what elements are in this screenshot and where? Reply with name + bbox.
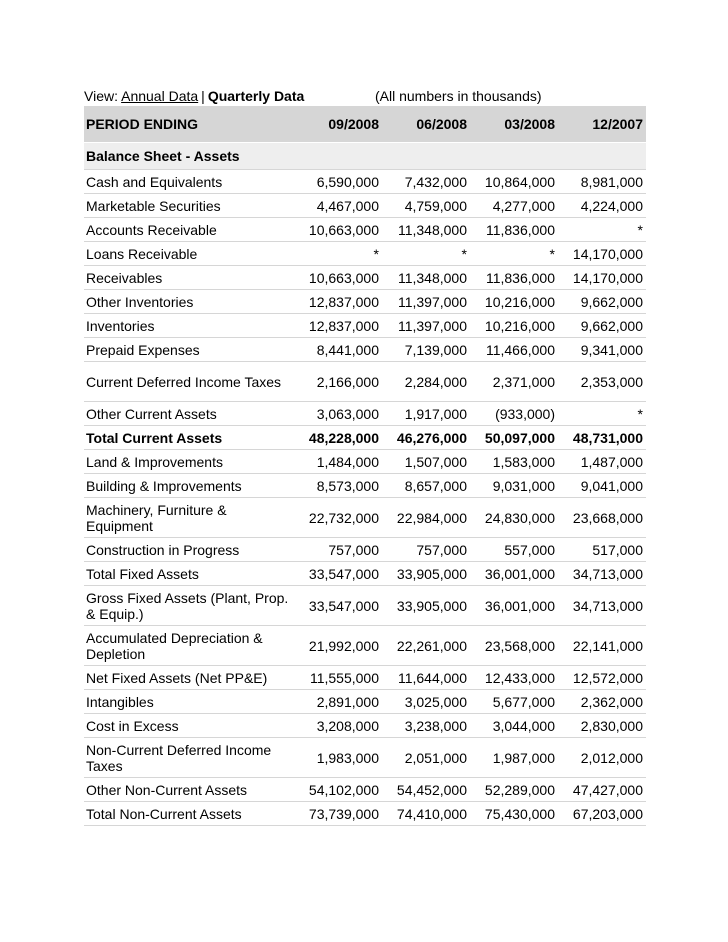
value-cell: 24,830,000	[470, 498, 558, 538]
value-cell: 12,837,000	[294, 314, 382, 338]
value-cell: 9,041,000	[558, 474, 646, 498]
row-label: Prepaid Expenses	[84, 338, 294, 362]
value-cell: 3,238,000	[382, 714, 470, 738]
row-label: Net Fixed Assets (Net PP&E)	[84, 666, 294, 690]
value-cell: 1,983,000	[294, 738, 382, 778]
table-row	[84, 586, 646, 626]
value-cell: 67,203,000	[558, 802, 646, 826]
row-label: Building & Improvements	[84, 474, 294, 498]
value-cell: 7,432,000	[382, 170, 470, 194]
row-label: Cash and Equivalents	[84, 170, 294, 194]
table-row	[84, 266, 646, 290]
table-row	[84, 314, 646, 338]
period-header: 09/2008	[294, 106, 382, 143]
row-label: Construction in Progress	[84, 538, 294, 562]
value-cell: 4,277,000	[470, 194, 558, 218]
table-row	[84, 738, 646, 778]
row-label: Total Fixed Assets	[84, 562, 294, 586]
value-cell: 23,668,000	[558, 498, 646, 538]
value-cell: 1,583,000	[470, 450, 558, 474]
value-cell: 75,430,000	[470, 802, 558, 826]
value-cell: 2,353,000	[558, 362, 646, 402]
value-cell: 9,662,000	[558, 314, 646, 338]
row-label: Machinery, Furniture & Equipment	[84, 498, 294, 538]
table-row	[84, 778, 646, 802]
value-cell: 34,713,000	[558, 586, 646, 626]
row-label: Cost in Excess	[84, 714, 294, 738]
table-row	[84, 338, 646, 362]
view-prefix: View:	[84, 88, 118, 104]
value-cell: 11,555,000	[294, 666, 382, 690]
value-cell: 33,905,000	[382, 562, 470, 586]
value-cell: 10,663,000	[294, 266, 382, 290]
table-row	[84, 450, 646, 474]
value-cell: 3,025,000	[382, 690, 470, 714]
value-cell: 2,830,000	[558, 714, 646, 738]
row-label: Other Inventories	[84, 290, 294, 314]
row-label: Total Non-Current Assets	[84, 802, 294, 826]
row-label: Receivables	[84, 266, 294, 290]
table-row	[84, 802, 646, 826]
value-cell: 22,732,000	[294, 498, 382, 538]
value-cell: 22,984,000	[382, 498, 470, 538]
row-label: Current Deferred Income Taxes	[84, 362, 294, 402]
value-cell: 11,348,000	[382, 266, 470, 290]
value-cell: 48,228,000	[294, 426, 382, 450]
value-cell: 54,102,000	[294, 778, 382, 802]
period-header: 12/2007	[558, 106, 646, 143]
row-label: Non-Current Deferred Income Taxes	[84, 738, 294, 778]
value-cell: *	[294, 242, 382, 266]
value-cell: 11,397,000	[382, 290, 470, 314]
table-row	[84, 626, 646, 666]
value-cell: 8,981,000	[558, 170, 646, 194]
table-row	[84, 290, 646, 314]
value-cell: 12,433,000	[470, 666, 558, 690]
value-cell: 36,001,000	[470, 562, 558, 586]
row-label: Total Current Assets	[84, 426, 294, 450]
value-cell: 1,917,000	[382, 402, 470, 426]
value-cell: 14,170,000	[558, 242, 646, 266]
value-cell: 4,759,000	[382, 194, 470, 218]
table-row	[84, 714, 646, 738]
value-cell: 54,452,000	[382, 778, 470, 802]
value-cell: 2,371,000	[470, 362, 558, 402]
value-cell: 557,000	[470, 538, 558, 562]
value-cell: 10,864,000	[470, 170, 558, 194]
value-cell: 9,662,000	[558, 290, 646, 314]
period-header: 03/2008	[470, 106, 558, 143]
row-label: Gross Fixed Assets (Plant, Prop. & Equip.)	[84, 586, 294, 626]
row-label: Marketable Securities	[84, 194, 294, 218]
value-cell: 757,000	[294, 538, 382, 562]
value-cell: 757,000	[382, 538, 470, 562]
value-cell: 22,141,000	[558, 626, 646, 666]
table-row	[84, 362, 646, 402]
value-cell: 11,348,000	[382, 218, 470, 242]
value-cell: 4,467,000	[294, 194, 382, 218]
section-title: Balance Sheet - Assets	[84, 143, 646, 170]
value-cell: 3,044,000	[470, 714, 558, 738]
period-ending-header: PERIOD ENDING	[84, 106, 294, 143]
header-row	[84, 106, 646, 143]
table-row	[84, 474, 646, 498]
row-label: Land & Improvements	[84, 450, 294, 474]
balance-sheet-panel	[84, 86, 646, 826]
row-label: Other Non-Current Assets	[84, 778, 294, 802]
value-cell: 11,466,000	[470, 338, 558, 362]
value-cell: 3,063,000	[294, 402, 382, 426]
value-cell: *	[470, 242, 558, 266]
value-cell: 10,216,000	[470, 290, 558, 314]
value-cell: 14,170,000	[558, 266, 646, 290]
value-cell: 11,836,000	[470, 266, 558, 290]
value-cell: 33,905,000	[382, 586, 470, 626]
value-cell: 33,547,000	[294, 586, 382, 626]
value-cell: 4,224,000	[558, 194, 646, 218]
value-cell: 52,289,000	[470, 778, 558, 802]
view-selector	[84, 86, 646, 106]
value-cell: 2,891,000	[294, 690, 382, 714]
quarterly-data-label: Quarterly Data	[207, 88, 305, 104]
value-cell: 12,572,000	[558, 666, 646, 690]
table-row	[84, 218, 646, 242]
value-cell: 3,208,000	[294, 714, 382, 738]
row-label: Inventories	[84, 314, 294, 338]
annual-data-link[interactable]: Annual Data	[121, 88, 199, 104]
value-cell: 9,031,000	[470, 474, 558, 498]
value-cell: 1,507,000	[382, 450, 470, 474]
value-cell: 2,012,000	[558, 738, 646, 778]
value-cell: 9,341,000	[558, 338, 646, 362]
table-row	[84, 170, 646, 194]
value-cell: 2,284,000	[382, 362, 470, 402]
value-cell: *	[382, 242, 470, 266]
value-cell: (933,000)	[470, 402, 558, 426]
table-row	[84, 426, 646, 450]
value-cell: 11,836,000	[470, 218, 558, 242]
value-cell: 48,731,000	[558, 426, 646, 450]
value-cell: 34,713,000	[558, 562, 646, 586]
value-cell: 7,139,000	[382, 338, 470, 362]
row-label: Loans Receivable	[84, 242, 294, 266]
value-cell: 11,644,000	[382, 666, 470, 690]
value-cell: 46,276,000	[382, 426, 470, 450]
value-cell: 1,987,000	[470, 738, 558, 778]
value-cell: 2,051,000	[382, 738, 470, 778]
value-cell: 8,441,000	[294, 338, 382, 362]
value-cell: 1,487,000	[558, 450, 646, 474]
value-cell: 517,000	[558, 538, 646, 562]
value-cell: 5,677,000	[470, 690, 558, 714]
value-cell: 8,657,000	[382, 474, 470, 498]
value-cell: 10,216,000	[470, 314, 558, 338]
value-cell: *	[558, 402, 646, 426]
section-header-row	[84, 143, 646, 170]
row-label: Intangibles	[84, 690, 294, 714]
value-cell: 2,362,000	[558, 690, 646, 714]
value-cell: 1,484,000	[294, 450, 382, 474]
value-cell: 21,992,000	[294, 626, 382, 666]
value-cell: 22,261,000	[382, 626, 470, 666]
value-cell: 74,410,000	[382, 802, 470, 826]
value-cell: 47,427,000	[558, 778, 646, 802]
value-cell: 50,097,000	[470, 426, 558, 450]
period-header: 06/2008	[382, 106, 470, 143]
row-label: Accumulated Depreciation & Depletion	[84, 626, 294, 666]
value-cell: 73,739,000	[294, 802, 382, 826]
value-cell: 33,547,000	[294, 562, 382, 586]
view-separator: |	[201, 88, 205, 104]
units-note: (All numbers in thousands)	[375, 88, 542, 104]
table-row	[84, 498, 646, 538]
balance-sheet-table	[84, 106, 646, 826]
table-row	[84, 690, 646, 714]
row-label: Other Current Assets	[84, 402, 294, 426]
row-label: Accounts Receivable	[84, 218, 294, 242]
table-row	[84, 242, 646, 266]
table-row	[84, 402, 646, 426]
table-row	[84, 194, 646, 218]
value-cell: 11,397,000	[382, 314, 470, 338]
value-cell: 36,001,000	[470, 586, 558, 626]
value-cell: *	[558, 218, 646, 242]
value-cell: 6,590,000	[294, 170, 382, 194]
value-cell: 23,568,000	[470, 626, 558, 666]
value-cell: 10,663,000	[294, 218, 382, 242]
value-cell: 12,837,000	[294, 290, 382, 314]
table-row	[84, 538, 646, 562]
value-cell: 8,573,000	[294, 474, 382, 498]
table-row	[84, 562, 646, 586]
table-row	[84, 666, 646, 690]
value-cell: 2,166,000	[294, 362, 382, 402]
